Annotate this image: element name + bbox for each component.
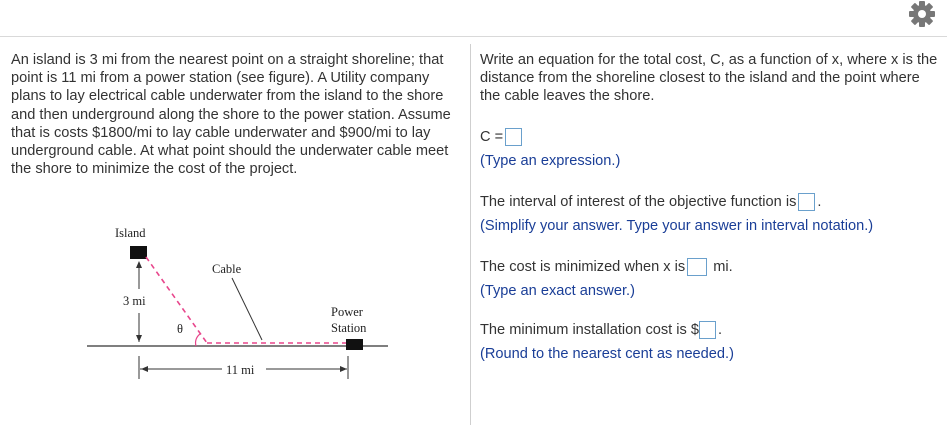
station-label-line2: Station — [331, 321, 367, 335]
distance-label: 11 mi — [226, 363, 255, 377]
minimized-x-input[interactable] — [687, 258, 707, 276]
interval-text: The interval of interest of the objective function is — [480, 193, 797, 210]
island-marker — [130, 246, 147, 259]
min-cost-suffix: . — [718, 321, 723, 338]
interval-row — [480, 193, 821, 211]
gear-icon[interactable] — [905, 0, 939, 30]
minimized-unit: mi. — [713, 258, 733, 275]
angle-arc — [196, 334, 200, 346]
cable-label: Cable — [212, 262, 242, 276]
c-expression-row — [480, 128, 524, 146]
min-cost-hint: (Round to the nearest cent as needed.) — [480, 346, 734, 362]
interval-input[interactable] — [798, 193, 815, 211]
question-panel — [480, 51, 940, 106]
problem-statement: An island is 3 mi from the nearest point on a straight shoreline; that point is 11 mi from a power station (see figure). A Utility company plans to lay electrical cable underwater from the island to the shore and then underground along the shore to the power station. Assume that is costs $1800/mi to lay cable underwater and $900/mi to lay underground cable. At what point should the underwater cable meet the shore to minimize the cost of the project. — [11, 52, 451, 178]
distance-arrowhead-right — [340, 366, 347, 372]
interval-hint: (Simplify your answer. Type your answer in interval notation.) — [480, 218, 874, 234]
min-cost-text: The minimum installation cost is $ — [480, 321, 699, 338]
column-divider — [470, 44, 471, 425]
power-station-marker — [346, 339, 363, 350]
cable-pointer — [232, 278, 262, 340]
c-hint: (Type an expression.) — [480, 153, 621, 169]
station-label-line1: Power — [331, 305, 363, 319]
c-expression-input[interactable] — [505, 128, 522, 146]
angle-label: θ — [177, 322, 183, 336]
header-divider — [0, 36, 947, 37]
island-label: Island — [115, 226, 146, 240]
height-arrowhead-up — [136, 261, 142, 268]
interval-suffix: . — [817, 193, 822, 210]
min-cost-input[interactable] — [699, 321, 716, 339]
min-cost-row — [480, 321, 722, 339]
minimized-text: The cost is minimized when x is — [480, 258, 686, 275]
question-intro: Write an equation for the total cost, C, as a function of x, where x is the distance from the shoreline closest to the island and the point where the cable leaves the shore. — [480, 52, 938, 105]
minimized-hint: (Type an exact answer.) — [480, 283, 635, 299]
problem-figure — [0, 215, 470, 390]
height-arrowhead-down — [136, 335, 142, 342]
minimized-row — [480, 258, 733, 276]
height-label: 3 mi — [123, 294, 146, 308]
c-prefix: C = — [480, 128, 504, 145]
distance-arrowhead-left — [141, 366, 148, 372]
